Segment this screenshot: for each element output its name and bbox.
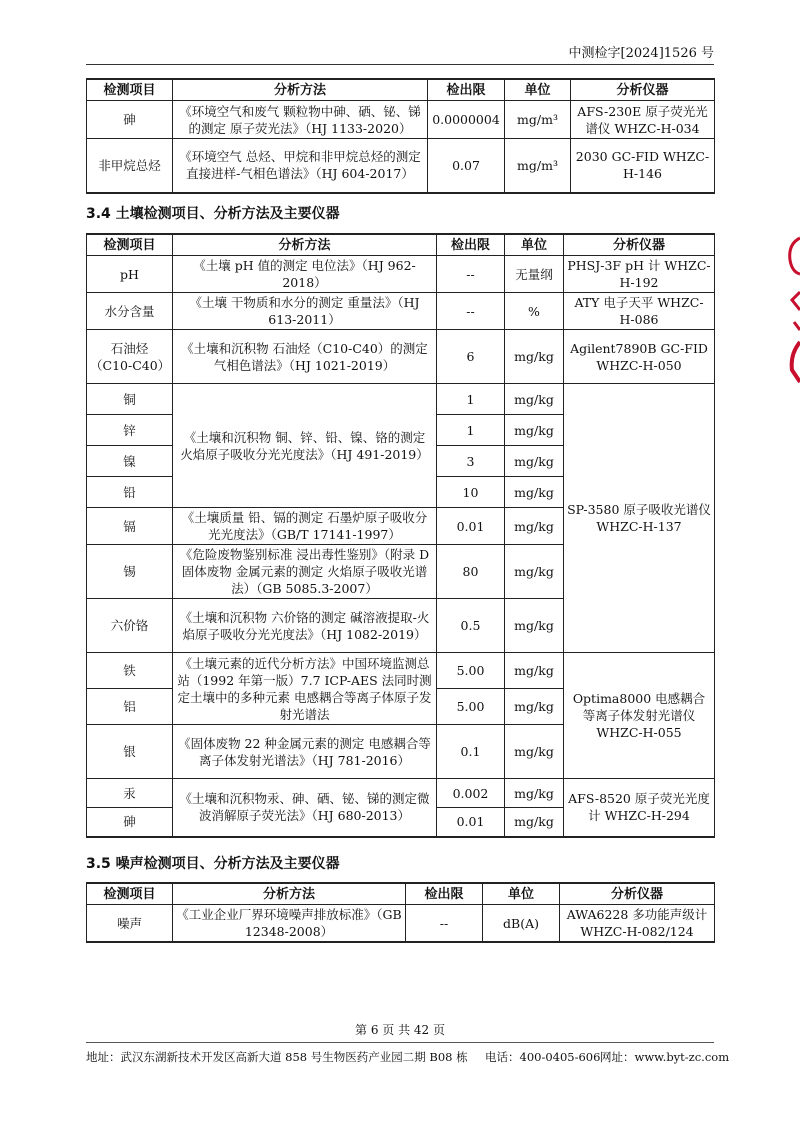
table-row: 水分含量 《土壤 干物质和水分的测定 重量法》（HJ 613-2011） -- % ATY 电子天平 WHZC-H-086 <box>87 293 715 330</box>
table-row: 汞 《土壤和沉积物汞、砷、硒、铋、锑的测定微波消解原子荧光法》（HJ 680-2013） 0.002 mg/kg AFS-8520 原子荧光光度计 WHZC-H-294 <box>87 779 715 808</box>
table-row: 砷 0.01 mg/kg <box>87 808 715 837</box>
page-number: 第 6 页 共 42 页 <box>355 1023 445 1037</box>
table-row: 噪声 《工业企业厂界环境噪声排放标准》（GB 12348-2008） -- dB(A) AWA6228 多功能声级计 WHZC-H-082/124 <box>87 905 715 943</box>
table-header-row <box>87 79 715 101</box>
air-method-table <box>86 78 715 194</box>
col-item: 检测项目 <box>87 79 173 101</box>
table-row: 镉 《土壤质量 铅、镉的测定 石墨炉原子吸收分光光度法》（GB/T 17141-1997） 0.01 mg/kg <box>87 508 715 545</box>
section-title-soil: 3.4 土壤检测项目、分析方法及主要仪器 <box>86 206 340 222</box>
table-row: 六价铬 《土壤和沉积物 六价铬的测定 碱溶液提取-火焰原子吸收分光光度法》（HJ 1082-2019） 0.5 mg/kg <box>87 599 715 653</box>
table-header-row: 检测项目 分析方法 检出限 单位 分析仪器 <box>87 234 715 256</box>
table-header-row: 检测项目 分析方法 检出限 单位 分析仪器 <box>87 883 715 905</box>
table-row: 砷 《环境空气和废气 颗粒物中砷、硒、铋、锑的测定 原子荧光法》（HJ 1133-2020） 0.0000004 mg/m³ AFS-230E 原子荧光光谱仪 WHZC-H-034 <box>87 101 715 139</box>
table-row: 铅 10 mg/kg <box>87 477 715 508</box>
col-unit: 单位 <box>505 79 571 101</box>
table-row: 铜 《土壤和沉积物 铜、锌、铅、镍、铬的测定 火焰原子吸收分光光度法》（HJ 491-2019） 1 mg/kg SP-3580 原子吸收光谱仪 WHZC-H-137 <box>87 384 715 415</box>
col-method: 分析方法 <box>173 79 428 101</box>
table-row: 锌 1 mg/kg <box>87 415 715 446</box>
col-limit: 检出限 <box>428 79 505 101</box>
header-divider <box>86 64 714 65</box>
table-row: pH 《土壤 pH 值的测定 电位法》（HJ 962-2018） -- 无量纲 PHSJ-3F pH 计 WHZC-H-192 <box>87 256 715 293</box>
table-row: 铁 《土壤元素的近代分析方法》中国环境监测总站（1992 年第一版）7.7 ICP-AES 法同时测定土壤中的多种元素 电感耦合等离子体原子发射光谱法 5.00 mg/kg Optima8000 电感耦合等离子体发射光谱仪 WHZC-H-055 <box>87 653 715 689</box>
noise-method-table <box>86 882 715 943</box>
table-row: 非甲烷总烃 《环境空气 总烃、甲烷和非甲烷总烃的测定 直接进样-气相色谱法》（HJ 604-2017） 0.07 mg/m³ 2030 GC-FID WHZC-H-146 <box>87 139 715 193</box>
table-row: 锡 《危险废物鉴别标准 浸出毒性鉴别》（附录 D 固体废物 金属元素的测定 火焰原子吸收光谱法）（GB 5085.3-2007） 80 mg/kg <box>87 545 715 599</box>
footer-divider <box>86 1042 714 1043</box>
footer-phone: 电话：400-0405-606 <box>485 1050 601 1064</box>
table-row: 石油烃 （C10-C40） 《土壤和沉积物 石油烃（C10-C40）的测定 气相色谱法》（HJ 1021-2019） 6 mg/kg Agilent7890B GC-FID WHZC-H-050 <box>87 330 715 384</box>
col-instrument: 分析仪器 <box>571 79 715 101</box>
soil-method-table <box>86 233 715 838</box>
table-row: 银 《固体废物 22 种金属元素的测定 电感耦合等离子体发射光谱法》（HJ 781-2016） 0.1 mg/kg <box>87 725 715 779</box>
footer-website: 网址：www.byt-zc.com <box>600 1050 730 1064</box>
report-number: 中测检字[2024]1526 号 <box>568 46 714 61</box>
footer-address: 地址：武汉东湖新技术开发区高新大道 858 号生物医药产业园二期 B08 栋 <box>86 1050 468 1064</box>
section-title-noise: 3.5 噪声检测项目、分析方法及主要仪器 <box>86 856 340 872</box>
seal-stamp-icon <box>786 230 800 390</box>
table-row: 铝 5.00 mg/kg <box>87 689 715 725</box>
table-row: 镍 3 mg/kg <box>87 446 715 477</box>
